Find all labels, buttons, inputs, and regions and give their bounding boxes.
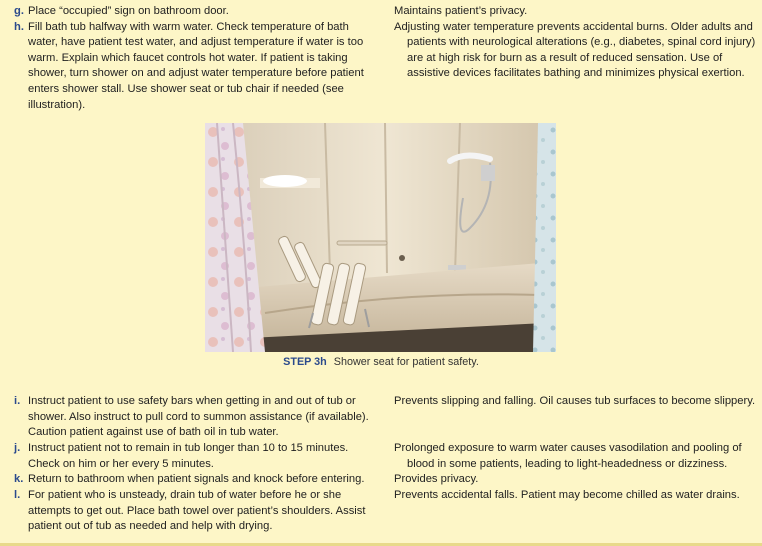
shower-seat-illustration [205,123,556,352]
top-steps [14,4,370,113]
rationale-i: Prevents slipping and falling. Oil causes tub surfaces to become slippery. [394,395,756,407]
step-h [14,20,370,114]
step-i [14,394,370,441]
step-text: Fill bath tub halfway with warm water. Check temperature of bath water, have patient test water, and adjust temperature if water is too warm. Explain which faucet controls hot water. If patient is taking shower, turn shower on and adjust water temperature before patient enters shower stall. Use shower seat or tub chair if needed (see illustration). [28,20,364,111]
step-letter: k. [14,473,24,485]
step-letter: h. [14,20,24,33]
step-l [14,488,370,535]
step-j [14,441,370,472]
step-text: Return to bathroom when patient signals and knock before entering. [28,473,365,485]
rationale-g: Maintains patient’s privacy. [394,5,528,17]
top-rationales [394,4,760,82]
step-text: Instruct patient not to remain in tub longer than 10 to 15 minutes. Check on him or her every 5 minutes. [28,442,349,470]
rationale-j: Prolonged exposure to warm water causes vasodilation and pooling of blood in some patients, leading to light-headedness or dizziness. [394,442,742,470]
step-text: For patient who is unsteady, drain tub of water before he or she attempts to get out. Place bath towel over patient’s shoulders. Assist patient out of tub as needed and help with drying. [28,489,366,533]
figure-caption [0,355,762,371]
step-letter: i. [14,395,21,407]
figure-step-label: STEP 3h [283,356,327,368]
rationale-l: Prevents accidental falls. Patient may become chilled as water drains. [394,489,740,501]
step-g [14,4,370,20]
bottom-rationales [394,394,760,504]
figure-caption-text: Shower seat for patient safety. [333,356,479,368]
step-letter: j. [14,442,21,454]
rationale-h: Adjusting water temperature prevents accidental burns. Older adults and patients with neurological alterations (e.g., diabetes, spinal cord injury) are at high risk for burn as a result of reduced sensation. Use of assistive devices facilitates bathing and minimizes physical exertion. [394,20,756,80]
step-letter: l. [14,489,21,501]
step-letter: g. [14,5,24,17]
bottom-steps [14,394,370,535]
step-text: Place “occupied” sign on bathroom door. [28,5,229,17]
shower-seat-photo [205,123,556,352]
rationale-k: Provides privacy. [394,473,479,485]
step-k [14,472,370,488]
step-text: Instruct patient to use safety bars when getting in and out of tub or shower. Also instruct to pull cord to summon assistance (if available). Caution patient against use of bath oil in tub water. [28,395,369,439]
